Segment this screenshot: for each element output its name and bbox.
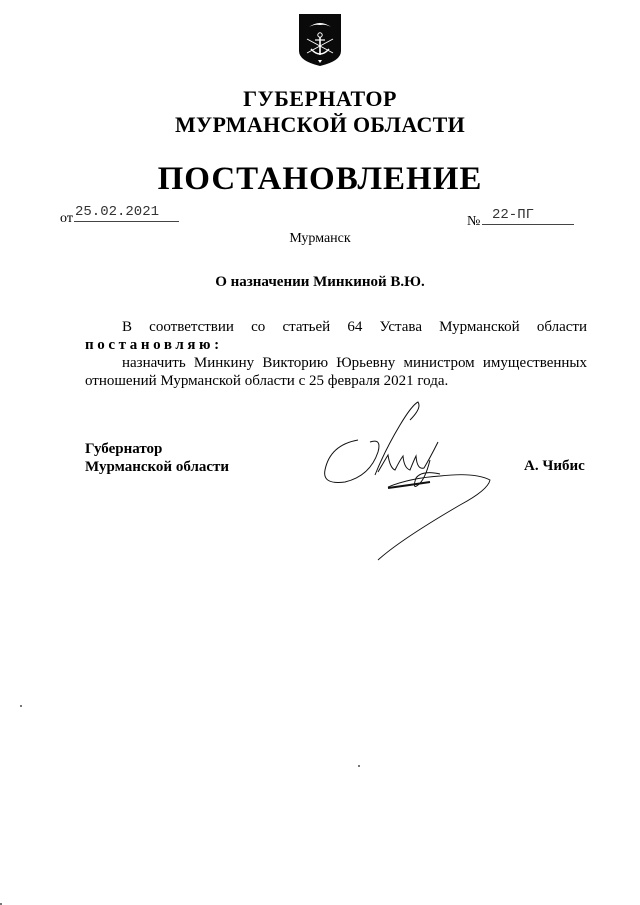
document-body [85, 318, 587, 390]
document-type-heading: ПОСТАНОВЛЕНИЕ [157, 161, 483, 197]
document-date: 25.02.2021 [74, 203, 179, 222]
date-prefix: от [60, 211, 73, 226]
authority-title-line1: ГУБЕРНАТОР [243, 86, 397, 111]
number-prefix: № [467, 214, 481, 229]
authority-title-line2: МУРМАНСКОЙ ОБЛАСТИ [174, 112, 466, 137]
document-number: 22-ПГ [482, 206, 574, 225]
decree-word: постановляю: [85, 337, 223, 353]
preamble-paragraph: В соответствии со статьей 64 Устава Мурманской области [122, 319, 587, 335]
city-label: Мурманск [289, 231, 351, 246]
coat-of-arms-icon [298, 13, 342, 67]
decree-paragraph-line1: назначить Минкину Викторию Юрьевну министром имущественных [122, 355, 587, 371]
signatory-position [85, 440, 229, 476]
decree-paragraph-line2: отношений Мурманской области с 25 февраля 2021 года. [85, 373, 449, 389]
document-subject: О назначении Минкиной В.Ю. [215, 274, 425, 290]
signatory-name: А. Чибис [524, 458, 585, 474]
scan-speck [20, 705, 22, 707]
signatory-position-line1: Губернатор [85, 441, 163, 457]
handwritten-signature-icon [300, 390, 520, 570]
signatory-position-line2: Мурманской области [85, 459, 230, 475]
scan-speck [358, 765, 360, 767]
